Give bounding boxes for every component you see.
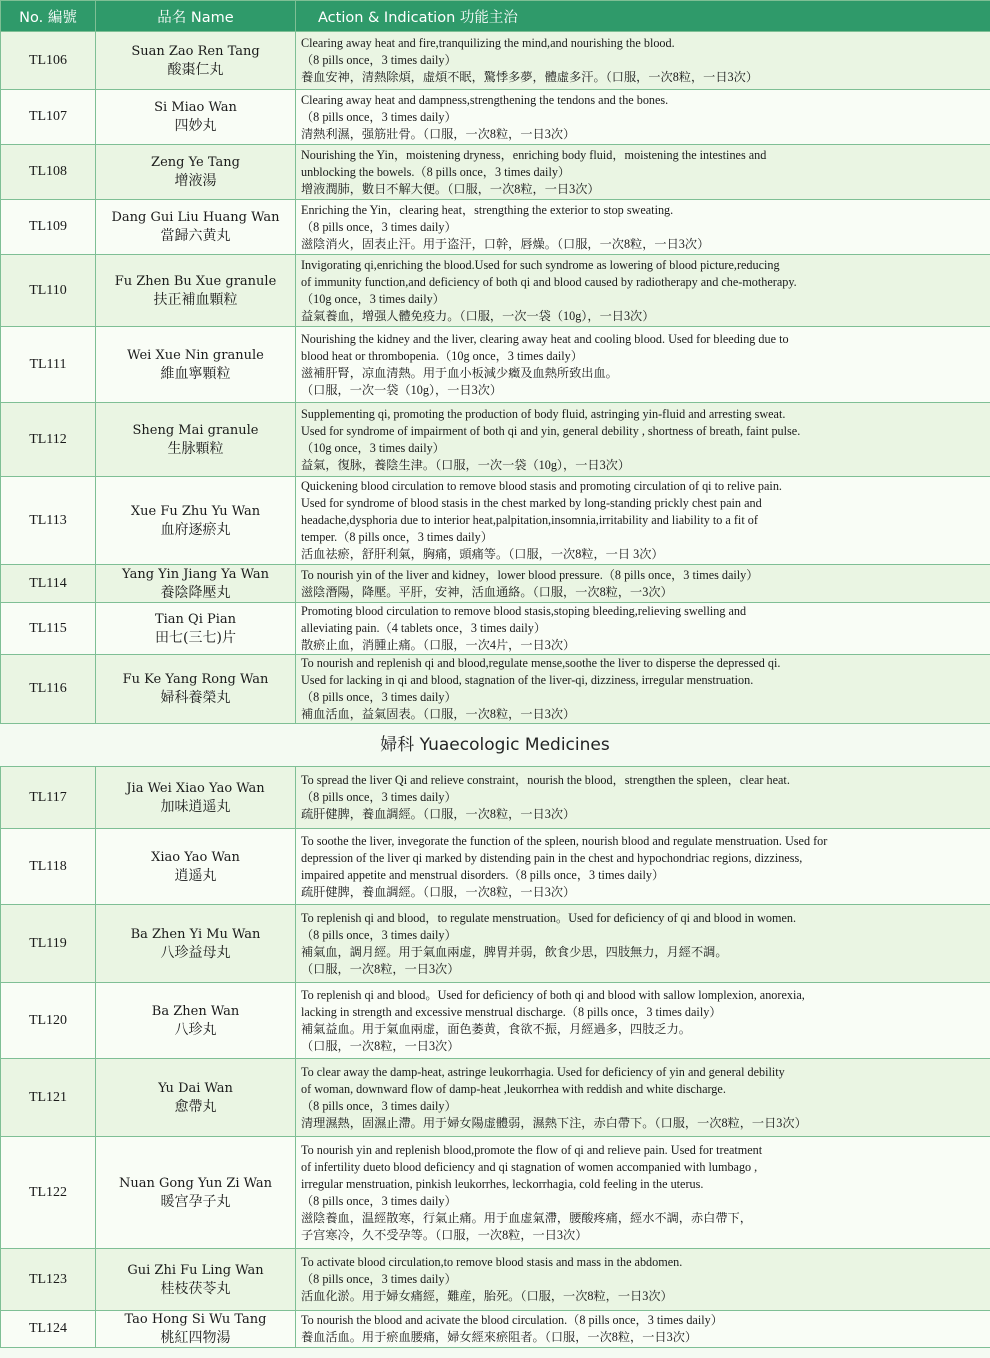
table-row xyxy=(1,655,990,724)
table-row xyxy=(1,1249,990,1311)
product-indication xyxy=(296,829,990,905)
indication-line: Used for syndrome of impairment of both qi and yin, general debility , shortness of breath, faint pulse. xyxy=(301,423,801,438)
product-name-en: Zeng Ye Tang xyxy=(151,155,240,170)
table-row xyxy=(1,200,990,255)
product-name-zh: 當歸六黄丸 xyxy=(160,228,231,244)
product-number: TL122 xyxy=(1,1137,96,1249)
indication-line: Used for lacking in qi and blood, stagnation of the liver-qi, dizziness, irregular menstruation. xyxy=(301,673,754,687)
product-name-en: Yang Yin Jiang Ya Wan xyxy=(122,566,269,582)
product-name-en: Dang Gui Liu Huang Wan xyxy=(111,210,280,225)
product-number: TL114 xyxy=(1,565,96,603)
product-indication xyxy=(296,1137,990,1249)
product-name-zh: 加味逍遥丸 xyxy=(160,798,231,815)
product-name-en: Fu Zhen Bu Xue granule xyxy=(114,273,277,289)
product-name-zh: 暖宫孕子丸 xyxy=(160,1193,231,1210)
table-row xyxy=(1,829,990,905)
product-number: TL115 xyxy=(1,603,96,655)
table-row xyxy=(1,1137,990,1249)
product-name-en: Ba Zhen Wan xyxy=(151,1003,240,1019)
section-title: 婦科 Yuaecologic Medicines xyxy=(380,735,610,755)
product-name-zh: 維血寧顆粒 xyxy=(160,365,231,382)
table-row xyxy=(1,145,990,200)
indication-line: （8 pills once，3 times daily） xyxy=(301,790,457,804)
product-indication xyxy=(296,403,990,477)
product-name-cell xyxy=(96,403,296,477)
indication-line: alleviating pain.（4 tablets once，3 times daily） xyxy=(301,621,547,635)
indication-line: （8 pills once，3 times daily） xyxy=(301,1098,457,1113)
indication-line: Invigorating qi,enriching the blood.Used for such syndrome as lowering of blood picture,reducing xyxy=(301,257,780,272)
product-name-zh: 酸棗仁丸 xyxy=(167,61,224,78)
indication-line: 清熱利濕，强筋壯骨。（口服，一次8粒，一日3次） xyxy=(301,126,576,141)
indication-line: （8 pills once，3 times daily） xyxy=(301,690,457,704)
product-number: TL117 xyxy=(1,767,96,829)
product-name-cell xyxy=(96,603,296,655)
product-indication xyxy=(296,1249,990,1311)
product-number: TL109 xyxy=(1,200,96,255)
indication-line: 滋陰潛陽，降壓。平肝，安神，活血通絡。（口服，一次8粒，一3次） xyxy=(301,584,673,599)
product-name-cell xyxy=(96,255,296,327)
product-name-en: Sheng Mai granule xyxy=(132,422,259,438)
product-name-en: Tao Hong Si Wu Tang xyxy=(124,1312,267,1327)
product-name-cell xyxy=(96,145,296,200)
product-name-cell xyxy=(96,1059,296,1137)
indication-line: To clear away the damp-heat, astringe leukorrhagia. Used for deficiency of yin and general debility xyxy=(301,1064,785,1079)
product-indication xyxy=(296,1059,990,1137)
indication-line: of woman, downward flow of damp-heat ,leukorrhea with reddish and white discharge. xyxy=(301,1081,726,1096)
table-row xyxy=(1,603,990,655)
indication-line: Clearing away heat and fire,tranquilizing the mind,and nourishing the blood. xyxy=(301,36,675,50)
product-number: TL116 xyxy=(1,655,96,724)
product-indication xyxy=(296,767,990,829)
indication-line: blood heat or thrombopenia.（10g once，3 times daily） xyxy=(301,348,583,363)
indication-line: 活血祛瘀，舒肝利氣，胸痛，頭痛等。（口服，一次8粒，一日 3次） xyxy=(301,547,664,561)
indication-line: of immunity function,and deficiency of both qi and blood caused by radiotherapy and che-motherapy. xyxy=(301,274,797,289)
product-indication xyxy=(296,603,990,655)
product-number: TL120 xyxy=(1,983,96,1059)
indication-line: （10g once，3 times daily） xyxy=(301,291,445,306)
table-row xyxy=(1,477,990,565)
product-number: TL111 xyxy=(1,327,96,403)
indication-line: To nourish yin of the liver and kidney，lower blood pressure.（8 pills once，3 times daily） xyxy=(301,567,759,582)
product-table-2 xyxy=(0,766,990,1348)
table-row xyxy=(1,1311,990,1348)
table-row xyxy=(1,565,990,603)
product-indication xyxy=(296,255,990,327)
indication-line: 滋陰養血，温經散寒，行氣止痛。用于血虚氣滯，腰酸疼痛，經水不調，赤白帶下， xyxy=(301,1210,752,1225)
product-name-zh: 田七(三七)片 xyxy=(155,629,236,646)
section-yuaecologic-medicines xyxy=(0,724,990,766)
indication-line: 散瘀止血，消腫止痛。（口服，一次4片，一日3次） xyxy=(301,638,576,652)
group2-body xyxy=(1,767,990,1348)
product-number: TL113 xyxy=(1,477,96,565)
indication-line: 疏肝健脾，養血調經。（口服，一次8粒，一日3次） xyxy=(301,807,576,821)
product-name-en: Fu Ke Yang Rong Wan xyxy=(122,672,269,687)
indication-line: unblocking the bowels.（8 pills once，3 times daily） xyxy=(301,164,571,179)
indication-line: 補氣益血。用于氣血兩虚，面色萎黄，食欲不振，月經過多，四肢乏力。 xyxy=(301,1021,691,1036)
product-indication xyxy=(296,565,990,603)
indication-line: To nourish and replenish qi and blood,regulate mense,soothe the liver to disperse the depressed qi. xyxy=(301,656,781,670)
indication-line: 補血活血，益氣固表。（口服，一次8粒，一日3次） xyxy=(301,707,576,721)
indication-line: Supplementing qi, promoting the production of body fluid, astringing yin-fluid and arresting sweat. xyxy=(301,406,786,421)
indication-line: Nourishing the kidney and the liver, clearing away heat and cooling blood. Used for bleeding due to xyxy=(301,331,789,346)
indication-line: Used for syndrome of blood stasis in the chest marked by long-standing prickly chest pain and xyxy=(301,496,762,510)
product-name-zh: 增液湯 xyxy=(174,173,217,189)
indication-line: Clearing away heat and dampness,strengthening the tendons and the bones. xyxy=(301,92,669,107)
product-name-zh: 養陰降壓丸 xyxy=(160,584,231,601)
table-row xyxy=(1,403,990,477)
indication-line: （8 pills once，3 times daily） xyxy=(301,109,457,124)
product-name-cell xyxy=(96,90,296,145)
indication-line: 補氣血，調月經。用于氣血兩虚，脾胃并弱，飲食少思，四肢無力，月經不調。 xyxy=(301,944,728,959)
product-number: TL108 xyxy=(1,145,96,200)
indication-line: 滋陰消火，固表止汗。用于盗汗，口幹，唇燥。（口服，一次8粒，一日3次） xyxy=(301,236,710,251)
product-number: TL124 xyxy=(1,1311,96,1348)
indication-line: irregular menstruation, pinkish leukorrhes, leckorrhagia, cold feeling in the uterus. xyxy=(301,1176,704,1191)
indication-line: （8 pills once，3 times daily） xyxy=(301,1272,457,1286)
product-indication xyxy=(296,200,990,255)
indication-line: 益氣養血，增强人體免疫力。（口服，一次一袋（10g），一日3次） xyxy=(301,308,655,323)
indication-line: To replenish qi and blood，to regulate menstruation。Used for deficiency of qi and blood in women. xyxy=(301,910,796,925)
product-name-cell xyxy=(96,905,296,983)
product-indication xyxy=(296,145,990,200)
product-name-cell xyxy=(96,327,296,403)
indication-line: To activate blood circulation,to remove blood stasis and mass in the abdomen. xyxy=(301,1255,683,1269)
product-name-en: Wei Xue Nin granule xyxy=(127,347,264,363)
group1-body xyxy=(1,32,990,724)
product-indication xyxy=(296,477,990,565)
product-number: TL106 xyxy=(1,32,96,90)
product-indication xyxy=(296,905,990,983)
product-name-en: Tian Qi Pian xyxy=(154,611,237,627)
product-name-cell xyxy=(96,200,296,255)
indication-line: 增液潤肺，數日不解大便。（口服，一次8粒，一日3次） xyxy=(301,181,600,196)
indication-line: Nourishing the Yin，moistening dryness，enriching body fluid，moistening the intestines and xyxy=(301,147,767,162)
product-name-cell xyxy=(96,1311,296,1348)
product-name-zh: 八珍丸 xyxy=(174,1021,217,1038)
indication-line: 清理濕熱，固濕止滯。用于婦女陽虚體弱，濕熱下注，赤白帶下。（口服，一次8粒，一日3次） xyxy=(301,1115,807,1130)
table-row xyxy=(1,327,990,403)
product-indication xyxy=(296,655,990,724)
product-name-zh: 生脉顆粒 xyxy=(167,440,224,457)
product-name-en: Jia Wei Xiao Yao Wan xyxy=(126,780,265,796)
product-name-zh: 婦科養榮丸 xyxy=(160,690,231,706)
product-number: TL107 xyxy=(1,90,96,145)
indication-line: 活血化淤。用于婦女痛經，難産，胎死。（口服，一次8粒，一日3次） xyxy=(301,1289,673,1303)
indication-line: 滋補肝腎，凉血清熱。用于血小板減少癥及血熱所致出血。 xyxy=(301,365,618,380)
product-name-en: Nuan Gong Yun Zi Wan xyxy=(118,1175,273,1191)
indication-line: 養血活血。用于瘀血腰痛，婦女經來瘀阻者。（口服，一次8粒，一日3次） xyxy=(301,1330,698,1344)
product-indication xyxy=(296,1311,990,1348)
product-name-cell xyxy=(96,829,296,905)
product-name-zh: 血府逐瘀丸 xyxy=(160,521,231,538)
product-name-zh: 四妙丸 xyxy=(174,118,217,134)
indication-line: （8 pills once，3 times daily） xyxy=(301,927,457,942)
product-name-cell xyxy=(96,1249,296,1311)
product-name-zh: 八珍益母丸 xyxy=(160,944,231,961)
product-indication xyxy=(296,32,990,90)
indication-line: Promoting blood circulation to remove blood stasis,stoping bleeding,relieving swelling and xyxy=(301,604,747,618)
table-row xyxy=(1,90,990,145)
indication-line: To soothe the liver, invegorate the function of the spleen, nourish blood and regulate menstruation. Used for xyxy=(301,833,828,848)
product-name-cell xyxy=(96,477,296,565)
product-name-en: Si Miao Wan xyxy=(154,100,237,115)
header-no: No. 編號 xyxy=(1,1,96,32)
table-header-row xyxy=(1,1,990,32)
table-row xyxy=(1,767,990,829)
indication-line: headache,dysphoria due to interior heat,palpitation,insomnia,irritability and liability to a fit of xyxy=(301,513,758,527)
indication-line: （8 pills once，3 times daily） xyxy=(301,1193,457,1208)
indication-line: （口服，一次一袋（10g），一日3次） xyxy=(301,382,503,397)
product-number: TL121 xyxy=(1,1059,96,1137)
product-name-zh: 桃紅四物湯 xyxy=(160,1330,231,1346)
product-name-zh: 愈帶丸 xyxy=(174,1098,217,1115)
product-name-cell xyxy=(96,1137,296,1249)
product-name-en: Gui Zhi Fu Ling Wan xyxy=(127,1262,264,1278)
product-indication xyxy=(296,327,990,403)
table-row xyxy=(1,983,990,1059)
product-name-cell xyxy=(96,565,296,603)
indication-line: 益氣，復脉，養陰生津。（口服，一次一袋（10g），一日3次） xyxy=(301,457,631,472)
table-row xyxy=(1,32,990,90)
product-name-en: Yu Dai Wan xyxy=(158,1080,233,1096)
indication-line: 養血安神，清熱除煩，虛煩不眠，驚悸多夢，體虛多汗。（口服，一次8粒，一日3次） xyxy=(301,70,759,84)
product-name-cell xyxy=(96,767,296,829)
indication-line: Enriching the Yin，clearing heat，strengthing the exterior to stop sweating. xyxy=(301,202,674,217)
product-name-cell xyxy=(96,983,296,1059)
product-name-cell xyxy=(96,655,296,724)
product-number: TL123 xyxy=(1,1249,96,1311)
indication-line: 子宫寒冷，久不受孕等。（口服，一次8粒，一日3次） xyxy=(301,1227,588,1242)
indication-line: （8 pills once，3 times daily） xyxy=(301,219,457,234)
indication-line: of infertility dueto blood deficiency and qi stagnation of women accompanied with lumbago , xyxy=(301,1159,758,1174)
indication-line: lacking in strength and excessive menstrual discharge.（8 pills once，3 times daily） xyxy=(301,1004,722,1019)
product-name-en: Suan Zao Ren Tang xyxy=(131,43,260,59)
product-name-en: Ba Zhen Yi Mu Wan xyxy=(130,926,261,942)
product-name-zh: 逍遥丸 xyxy=(174,867,217,884)
product-indication xyxy=(296,983,990,1059)
indication-line: To spread the liver Qi and relieve constraint，nourish the blood，strengthen the spleen，clear heat. xyxy=(301,773,790,787)
product-number: TL110 xyxy=(1,255,96,327)
indication-line: To nourish the blood and acivate the blood circulation.（8 pills once，3 times daily） xyxy=(301,1313,723,1327)
header-action: Action & Indication 功能主治 xyxy=(296,1,990,32)
indication-line: （10g once，3 times daily） xyxy=(301,440,445,455)
indication-line: impaired appetite and menstrual disorders.（8 pills once，3 times daily） xyxy=(301,867,665,882)
table-row xyxy=(1,1059,990,1137)
indication-line: （口服，一次8粒，一日3次） xyxy=(301,961,460,976)
product-name-zh: 桂枝茯苓丸 xyxy=(160,1280,231,1297)
indication-line: temper.（8 pills once，3 times daily） xyxy=(301,530,493,544)
product-number: TL118 xyxy=(1,829,96,905)
product-name-en: Xiao Yao Wan xyxy=(151,849,240,865)
indication-line: To replenish qi and blood。Used for deficiency of both qi and blood with sallow lomplexion, anorexia, xyxy=(301,987,805,1002)
product-name-zh: 扶正補血顆粒 xyxy=(153,291,238,308)
indication-line: （8 pills once，3 times daily） xyxy=(301,53,457,67)
product-name-en: Xue Fu Zhu Yu Wan xyxy=(130,503,261,519)
table-row xyxy=(1,255,990,327)
product-number: TL119 xyxy=(1,905,96,983)
table-row xyxy=(1,905,990,983)
product-indication xyxy=(296,90,990,145)
indication-line: depression of the liver qi marked by distending pain in the chest and hypochondriac regions, dizziness, xyxy=(301,850,803,865)
header-name: 品名 Name xyxy=(96,1,296,32)
product-number: TL112 xyxy=(1,403,96,477)
product-name-cell xyxy=(96,32,296,90)
indication-line: （口服，一次8粒，一日3次） xyxy=(301,1038,460,1053)
indication-line: 疏肝健脾，養血調經。（口服，一次8粒，一日3次） xyxy=(301,884,576,899)
indication-line: Quickening blood circulation to remove blood stasis and promoting circulation of qi to relive pain. xyxy=(301,479,782,493)
indication-line: To nourish yin and replenish blood,promote the flow of qi and relieve pain. Used for treatment xyxy=(301,1142,763,1157)
